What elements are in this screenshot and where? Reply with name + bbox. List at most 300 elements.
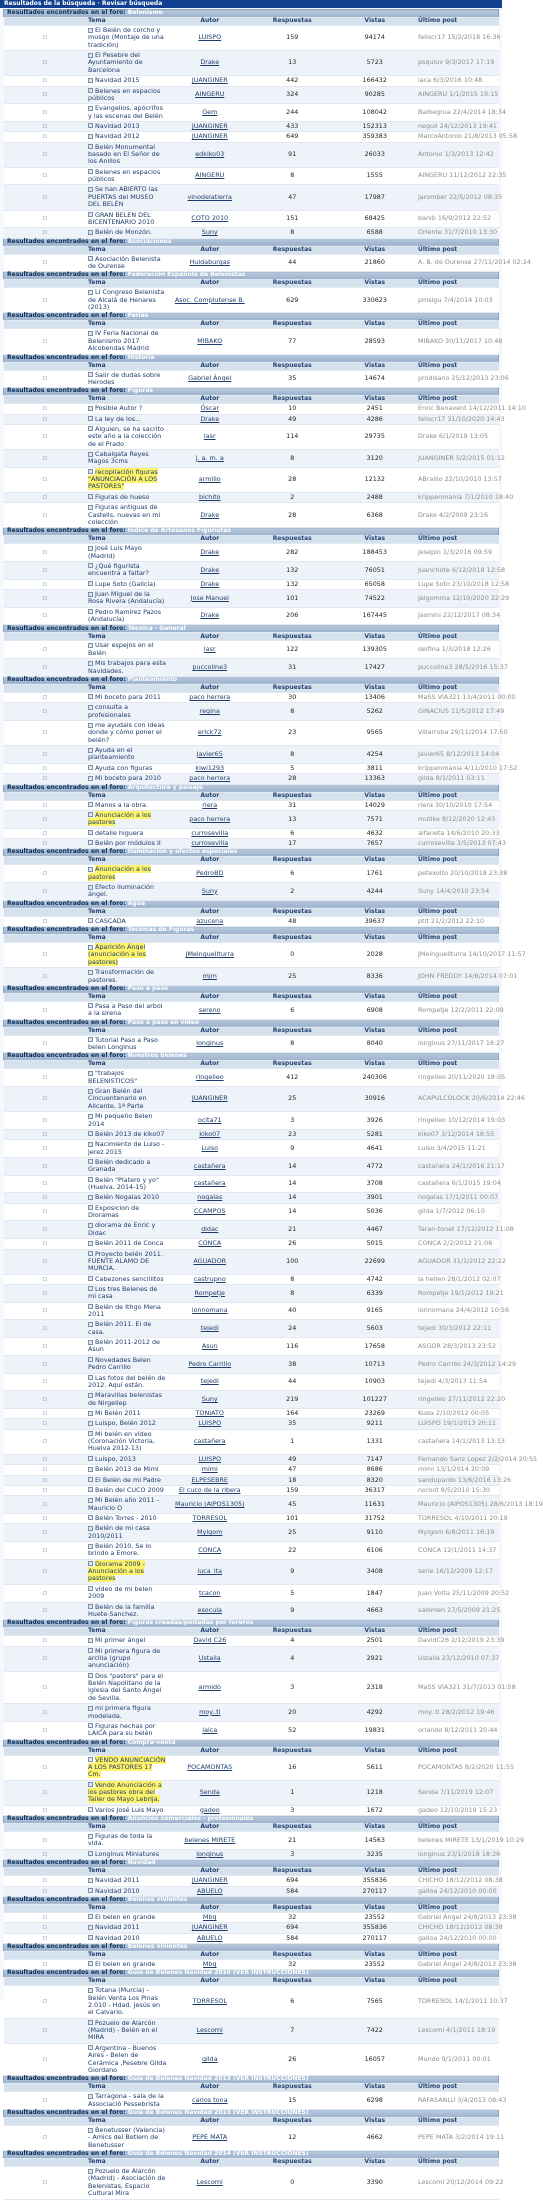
last-post-info[interactable]: delfina 1/3/2018 12:26	[418, 645, 491, 654]
author-link[interactable]: puccoline3	[192, 662, 228, 671]
author-link[interactable]: TORRESOL	[192, 1997, 227, 2006]
topic-title-link[interactable]: Ayuda en el planteamiento	[88, 746, 135, 762]
forum-name-link[interactable]: Historia	[127, 353, 155, 361]
author-link[interactable]: armillo	[198, 475, 221, 484]
topic-title-link[interactable]: Belén dedicado a Granada	[88, 1157, 151, 1174]
forum-name-link[interactable]: Belenismo	[127, 9, 163, 17]
forum-name-link[interactable]: Planteamiento	[127, 675, 178, 683]
topic-title-link[interactable]: Belén de Monzón.	[95, 228, 152, 237]
last-post-info[interactable]: moy..ti 28/2/2012 19:46	[418, 1707, 495, 1716]
forum-name-link[interactable]: Federación Española de Belenistas	[127, 271, 246, 279]
topic-title-link[interactable]: Belenes en espacios públicos	[88, 86, 161, 102]
last-post-info[interactable]: Suny 14/4/2010 23:54	[418, 886, 490, 895]
last-post-info[interactable]: AINGERU 11/12/2012 22:35	[418, 171, 507, 180]
author-link[interactable]: lasr	[203, 645, 216, 654]
last-post-info[interactable]: Kuda 2/10/2012 00:05	[418, 1409, 490, 1417]
topic-title-link[interactable]: Belén 2013 de kiko07	[95, 1129, 165, 1138]
topic-title-link[interactable]: VENDO ANUNCIACIÓN A LOS PASTORES 17 Cm.	[88, 1755, 166, 1779]
topic-title-link[interactable]: Belén 2011-2012 de Asun	[88, 1338, 160, 1354]
last-post-info[interactable]: pmsigu 7/4/2014 10:03	[418, 295, 493, 304]
author-link[interactable]: Pedro Carrillo	[188, 1359, 232, 1368]
author-link[interactable]: JUANGINER	[191, 1876, 228, 1885]
last-post-info[interactable]: serie 16/12/2009 12:17	[418, 1567, 493, 1576]
topic-title-link[interactable]: Novedades Belen Pedro Carrillo	[88, 1355, 151, 1372]
last-post-info[interactable]: POCAMONTAS 8/2/2020 11:55	[418, 1762, 515, 1771]
author-link[interactable]: Mauricio (AIPOS1305)	[174, 1499, 245, 1508]
topic-title-link[interactable]: Mi boceto para 2010	[95, 774, 161, 783]
topic-title-link[interactable]: Anunciación a los pastores	[88, 810, 151, 827]
topic-title-link[interactable]: Mi pequeño Belen 2014	[88, 1112, 153, 1128]
topic-title-link[interactable]: Navidad 2010	[95, 1886, 140, 1895]
last-post-info[interactable]: Oriente 31/7/2010 13:30	[418, 228, 498, 237]
topic-title-link[interactable]: Navidad 2013	[95, 121, 140, 130]
last-post-info[interactable]: krippenmania 4/11/2010 17:52	[418, 763, 518, 772]
last-post-info[interactable]: feliscr17 15/2/2018 16:36	[418, 33, 501, 42]
last-post-info[interactable]: castañera 14/1/2013 13:13	[418, 1437, 505, 1446]
topic-title-link[interactable]: Navidad 2012	[95, 132, 140, 141]
topic-title-link[interactable]: Anunciación a los pastores	[88, 865, 151, 881]
topic-title-link[interactable]: Los tres Belenes de mi casa	[88, 1284, 158, 1301]
topic-title-link[interactable]: Nacimiento de Luiso - Jerez 2015	[88, 1140, 165, 1156]
revise-search-link[interactable]: Revisar búsqueda	[101, 0, 163, 7]
author-link[interactable]: edkiko03	[195, 150, 225, 159]
topic-title-link[interactable]: LI Congreso Belenista de Alcalá de Henares (2013)	[88, 288, 165, 312]
author-link[interactable]: Óscar	[200, 404, 219, 413]
author-link[interactable]: sereno	[198, 1005, 221, 1014]
topic-title-link[interactable]: Benetusser (Valencia) - Amics del Betlem de Benetusser	[88, 2126, 165, 2149]
author-link[interactable]: tcacon	[199, 1588, 221, 1597]
last-post-info[interactable]: ACAPULCOLOCK 20/6/2014 22:46	[418, 1094, 525, 1103]
author-link[interactable]: Drake	[200, 565, 220, 574]
author-link[interactable]: castañera	[193, 1437, 226, 1446]
last-post-info[interactable]: Lescoml 20/12/2014 09:22	[418, 2178, 504, 2187]
topic-title-link[interactable]: Belenes en espacios públicos	[88, 167, 161, 184]
last-post-info[interactable]: prodisano 25/12/2013 23:06	[418, 374, 509, 383]
last-post-info[interactable]: Villarroba 29/11/2014 17:50	[418, 728, 508, 737]
last-post-info[interactable]: CONCA 12/1/2011 14:37	[418, 1545, 497, 1554]
author-link[interactable]: j. a. m. a	[195, 453, 224, 462]
topic-title-link[interactable]: Salir de dudas sobre Herodes	[88, 370, 161, 386]
topic-title-link[interactable]: Belén de la familia Huete-Sanchez.	[88, 1602, 155, 1618]
topic-title-link[interactable]: José Luis Mayo (Madrid)	[88, 544, 142, 560]
author-link[interactable]: El cuco de la ribera	[178, 1485, 241, 1494]
author-link[interactable]: Asoc. Complutense B.	[174, 295, 245, 304]
topic-title-link[interactable]: Belén del CUCO 2009	[95, 1485, 164, 1494]
forum-name-link[interactable]: Figuras creadas/pintadas por foreros	[127, 1619, 254, 1627]
forum-name-link[interactable]: Anuncios comerciales - profesionales	[127, 1815, 254, 1823]
topic-title-link[interactable]: consulta a profesionales	[88, 703, 131, 719]
topic-title-link[interactable]: mi primera figura modelada.	[88, 1704, 151, 1720]
forum-name-link[interactable]: Técnicas de Figuras	[127, 926, 195, 934]
last-post-info[interactable]: kiko07 3/12/2014 18:55	[418, 1129, 495, 1138]
last-post-info[interactable]: riera 30/10/2010 17:54	[418, 800, 493, 809]
author-link[interactable]: TORRESOL	[192, 1513, 227, 1522]
author-link[interactable]: JUANGINER	[191, 1094, 228, 1103]
author-link[interactable]: PedroBD	[196, 868, 224, 877]
last-post-info[interactable]: Lescoml 4/1/2011 18:19	[418, 2026, 496, 2035]
topic-title-link[interactable]: Lupe Soto (Galicia)	[95, 579, 156, 588]
author-link[interactable]: CONCA	[198, 1239, 222, 1248]
topic-title-link[interactable]: ¿Qué figurista encuentra a faltar?	[88, 561, 149, 578]
topic-title-link[interactable]: Pozuelo de Alarcón (Madrid) - Belén en el MIRA	[88, 2018, 158, 2042]
topic-title-link[interactable]: vídeo de mi belen 2009	[88, 1584, 153, 1601]
author-link[interactable]: ionnomana	[191, 1306, 228, 1315]
topic-title-link[interactable]: Luispo, Belén 2012	[95, 1419, 157, 1428]
last-post-info[interactable]: JMeinguellturra 14/10/2017 11:57	[418, 950, 526, 959]
last-post-info[interactable]: Fernando Sanz Lopez 2/2/2014 20:55	[418, 1454, 538, 1463]
author-link[interactable]: JUANGINER	[191, 76, 228, 85]
author-link[interactable]: Drake	[200, 510, 220, 519]
topic-title-link[interactable]: Longinus Miniatures	[95, 1849, 160, 1858]
last-post-info[interactable]: feliscr17 31/10/2020 14:43	[418, 414, 505, 423]
last-post-info[interactable]: TORRESOL 14/1/2011 10:37	[418, 1997, 508, 2006]
author-link[interactable]: castañera	[193, 1161, 226, 1170]
forum-name-link[interactable]: Ferias	[127, 312, 149, 320]
last-post-info[interactable]: CHICHO 18/12/2012 08:38	[418, 1876, 503, 1885]
author-link[interactable]: LUISPO	[198, 1454, 222, 1463]
last-post-info[interactable]: gilda 8/1/2011 03:11	[418, 774, 485, 783]
last-post-info[interactable]: sandupardo 13/6/2016 13:26	[418, 1475, 512, 1484]
last-post-info[interactable]: Mylgom 6/8/2011 16:19	[418, 1527, 495, 1536]
topic-title-link[interactable]: Figuras de toda la vida.	[88, 1832, 153, 1848]
last-post-info[interactable]: Taran-tonet 17/12/2012 11:08	[418, 1225, 514, 1234]
last-post-info[interactable]: longinus 27/11/2017 16:27	[418, 1039, 505, 1048]
author-link[interactable]: ELPESEBRE	[191, 1475, 228, 1484]
topic-title-link[interactable]: Maravillas belenistas de Nirgellep	[88, 1391, 162, 1407]
forum-name-link[interactable]: Belenes vivientes	[127, 1943, 188, 1951]
last-post-info[interactable]: gilda 1/7/2012 06:10	[418, 1207, 485, 1216]
author-link[interactable]: currosevilla	[191, 838, 229, 847]
last-post-info[interactable]: petexoito 20/10/2018 23:38	[418, 868, 508, 877]
last-post-info[interactable]: A. B. de Ourense 27/11/2014 02:24	[418, 258, 531, 267]
topic-title-link[interactable]: Aparición Ángel (anunciación a los pastores)	[88, 943, 147, 966]
author-link[interactable]: regina	[199, 706, 220, 715]
author-link[interactable]: POCAMONTAS	[187, 1762, 233, 1771]
forum-name-link[interactable]: Figuras	[127, 387, 154, 395]
topic-title-link[interactable]: Las fotos del belén de 2012. Aquí están.	[88, 1373, 166, 1389]
last-post-info[interactable]: banib 16/9/2012 22:52	[418, 214, 492, 223]
author-link[interactable]: bichito	[198, 492, 221, 501]
author-link[interactable]: Drake	[200, 611, 220, 620]
topic-title-link[interactable]: Belén 2011. El de casa.	[88, 1320, 152, 1336]
topic-title-link[interactable]: Pozuelo de Alarcón (Madrid) - Asociación de Belenistas, Espacio Cultural Mira	[88, 2167, 166, 2198]
topic-title-link[interactable]: El Pesebre del Ayuntamiento de Barcelona	[88, 51, 143, 74]
author-link[interactable]: paco herrera	[189, 774, 231, 783]
author-link[interactable]: Drake	[200, 58, 220, 67]
forum-name-link[interactable]: Arquitectura y paisaje	[127, 783, 203, 791]
author-link[interactable]: Gabriel Ángel	[188, 374, 232, 383]
forum-name-link[interactable]: Nuestros belenes	[127, 1052, 187, 1060]
author-link[interactable]: Suny	[201, 1394, 218, 1403]
last-post-info[interactable]: MaSS VIA321 13/4/2011 00:00	[418, 692, 516, 701]
author-link[interactable]: castrupno	[193, 1274, 226, 1283]
topic-title-link[interactable]: Belén de mi casa 2010/2011	[88, 1524, 150, 1540]
last-post-info[interactable]: ringelleo 10/12/2014 19:03	[418, 1115, 506, 1124]
last-post-info[interactable]: ASGOR 28/3/2013 23:52	[418, 1341, 497, 1350]
topic-title-link[interactable]: Pasa a Paso del arbol a la sirena	[88, 1001, 163, 1018]
author-link[interactable]: carlos tona	[192, 2095, 228, 2104]
author-link[interactable]: vinodelatierra	[187, 192, 232, 201]
topic-title-link[interactable]: GRAN BELEN DEL BICENTENARIO 2010	[88, 210, 155, 226]
author-link[interactable]: paco herrera	[189, 814, 231, 823]
topic-title-link[interactable]: El belen en grande	[95, 1959, 156, 1968]
author-link[interactable]: CONCA	[198, 1545, 222, 1554]
topic-title-link[interactable]: Belén 2011 de Conca	[95, 1239, 164, 1248]
last-post-info[interactable]: longinus 23/1/2018 18:26	[418, 1849, 501, 1858]
author-link[interactable]: ocita71	[197, 1115, 222, 1124]
topic-title-link[interactable]: Juan Miguel de la Rosa Rivera (Andalucía)	[88, 590, 165, 606]
forum-name-link[interactable]: Navidad	[127, 1859, 156, 1867]
topic-title-link[interactable]: Vendo Anunciación a los pastores obra del Taller de Mayo Lebrija.	[88, 1780, 162, 1804]
topic-title-link[interactable]: Mi boceto para 2011	[95, 692, 161, 701]
author-link[interactable]: Suny	[201, 228, 218, 237]
last-post-info[interactable]: Drake 6/1/2019 13:05	[418, 432, 489, 441]
forum-name-link[interactable]: Paso a paso en video	[127, 1018, 199, 1026]
author-link[interactable]: erick72	[197, 728, 222, 737]
last-post-info[interactable]: Luiso 3/4/2015 11:21	[418, 1143, 486, 1152]
topic-title-link[interactable]: me ayudais con ideas donde y cómo poner el belén?	[88, 721, 165, 744]
author-link[interactable]: LUISPO	[198, 33, 222, 42]
last-post-info[interactable]: PEPE MATA 3/2/2014 19:11	[418, 2133, 505, 2142]
topic-title-link[interactable]: Mi Belén 2011	[95, 1409, 141, 1417]
author-link[interactable]: nogalas	[197, 1193, 223, 1202]
author-link[interactable]: Rompetje	[194, 1288, 225, 1297]
author-link[interactable]: mimi	[201, 1465, 218, 1474]
topic-title-link[interactable]: Navidad 2011	[95, 1876, 140, 1885]
author-link[interactable]: ABUELO	[196, 1886, 223, 1895]
topic-title-link[interactable]: Asociación Belenista de Ourense	[88, 254, 161, 270]
last-post-info[interactable]: alfaneta 14/6/2010 20:33	[418, 828, 500, 837]
last-post-info[interactable]: MarcoAntonio 21/8/2013 05:58	[418, 132, 518, 141]
author-link[interactable]: PEPE MATA	[192, 2133, 228, 2142]
last-post-info[interactable]: currosevilla 3/5/2013 07:43	[418, 838, 506, 847]
author-link[interactable]: castañera	[193, 1179, 226, 1188]
topic-title-link[interactable]: Posible Autor ?	[95, 404, 143, 413]
author-link[interactable]: ringelleo	[195, 1073, 224, 1082]
topic-title-link[interactable]: Belén 2013 de Mimi	[95, 1465, 159, 1474]
topic-title-link[interactable]: IV Feria Nacional de Belenismo 2017 Alcobendas Madrid	[88, 329, 159, 353]
last-post-info[interactable]: MIBAKO 30/11/2017 10:48	[418, 336, 503, 345]
last-post-info[interactable]: krippenmania 7/1/2010 18:40	[418, 492, 514, 501]
author-link[interactable]: TONIATO	[195, 1409, 224, 1417]
forum-name-link[interactable]: Paso a paso	[127, 984, 169, 992]
topic-title-link[interactable]: El Belén de mi Padre	[95, 1475, 161, 1484]
last-post-info[interactable]: tejedi 30/3/2012 22:11	[418, 1324, 492, 1333]
author-link[interactable]: kiko07	[199, 1129, 221, 1138]
last-post-info[interactable]: belenes MIRETE 13/1/2019 10:29	[418, 1835, 525, 1844]
last-post-info[interactable]: psquiuv 9/3/2017 17:19	[418, 58, 495, 67]
author-link[interactable]: JUANGINER	[191, 1923, 228, 1932]
author-link[interactable]: esocula	[197, 1606, 222, 1615]
topic-title-link[interactable]: recopilación figuras "ANUNCIACIÓN A LOS PASTORES"	[88, 467, 158, 491]
topic-title-link[interactable]: Ayuda con figuras	[95, 763, 153, 772]
last-post-info[interactable]: CONCA 2/2/2012 21:06	[418, 1239, 493, 1248]
topic-title-link[interactable]: Usar espejos en el Belén	[88, 641, 154, 657]
forum-name-link[interactable]: Compra-venta	[127, 1738, 176, 1746]
author-link[interactable]: Lescoml	[196, 2026, 223, 2035]
author-link[interactable]: tejedi	[200, 1324, 219, 1333]
last-post-info[interactable]: Gabriel Ángel 24/8/2013 23:38	[418, 1959, 517, 1968]
last-post-info[interactable]: neguil 24/12/2013 19:41	[418, 121, 497, 130]
forum-name-link[interactable]: Iluminación y efectos especiales	[127, 848, 238, 856]
author-link[interactable]: Ustaila	[198, 1653, 221, 1662]
topic-title-link[interactable]: Mi primera figura de arcilla (grupo anunciación)	[88, 1646, 161, 1670]
forum-name-link[interactable]: Guía de Belenes Navidad 2010 (VER INSTRUCCIONES)	[127, 1969, 309, 1977]
author-link[interactable]: LUISPO	[198, 1419, 222, 1428]
last-post-info[interactable]: Drake 4/2/2009 23:16	[418, 510, 489, 519]
topic-title-link[interactable]: Cabalgata Reyes Magos 3cms	[88, 450, 149, 466]
author-link[interactable]: ABUELO	[196, 1933, 223, 1942]
topic-title-link[interactable]: Tutorial Paso a Paso belen Longinus	[88, 1035, 158, 1051]
last-post-info[interactable]: MaSS VIA321 31/7/2013 01:58	[418, 1682, 516, 1691]
author-link[interactable]: didac	[201, 1225, 219, 1234]
topic-title-link[interactable]: Mis trabajos para esta Navidades.	[88, 659, 166, 675]
last-post-info[interactable]: ionnomana 24/4/2012 10:56	[418, 1306, 510, 1315]
topic-title-link[interactable]: Figuras hechas por LAICA para su belén	[88, 1721, 156, 1738]
last-post-info[interactable]: Pedro Carrillo 24/3/2012 14:29	[418, 1359, 517, 1368]
last-post-info[interactable]: salomen 27/5/2009 21:25	[418, 1606, 501, 1615]
author-link[interactable]: JUANGINER	[191, 132, 228, 141]
author-link[interactable]: moy..ti	[199, 1707, 221, 1716]
topic-title-link[interactable]: Belén Monumental basado en El Señor de los Anillos	[88, 142, 160, 166]
last-post-info[interactable]: tejedi 4/3/2013 11:54	[418, 1377, 488, 1386]
topic-title-link[interactable]: Belén "Platero y yo" (Huelva, 2014-15)	[88, 1175, 159, 1192]
topic-title-link[interactable]: La ley de los...	[95, 414, 142, 423]
last-post-info[interactable]: Rompetje 19/1/2012 19:21	[418, 1288, 504, 1297]
last-post-info[interactable]: mutike 8/12/2020 12:43	[418, 814, 496, 823]
last-post-info[interactable]: Gabriel Ángel 24/8/2013 23:38	[418, 1912, 517, 1921]
author-link[interactable]: currosevilla	[191, 828, 229, 837]
forum-name-link[interactable]: Guía de Belenes Navidad 2013 (VER INSTRUCCIONES)	[127, 2075, 309, 2083]
author-link[interactable]: riera	[202, 800, 218, 809]
author-link[interactable]: kiwi1293	[195, 763, 225, 772]
last-post-info[interactable]: Senda 7/11/2019 12:07	[418, 1788, 494, 1797]
last-post-info[interactable]: orlando 8/12/2011 20:44	[418, 1725, 498, 1734]
last-post-info[interactable]: Rompetje 12/2/2011 22:09	[418, 1005, 504, 1014]
topic-title-link[interactable]: CASCADA	[95, 916, 126, 925]
author-link[interactable]: AINGERU	[195, 171, 225, 180]
topic-title-link[interactable]: diorama de Enric y Didac	[88, 1221, 156, 1237]
topic-title-link[interactable]: Navidad 2015	[95, 76, 140, 85]
last-post-info[interactable]: jasmini 22/12/2017 08:34	[418, 611, 501, 620]
author-link[interactable]: David C26	[193, 1636, 227, 1645]
author-link[interactable]: Huidaburgas	[189, 258, 231, 267]
forum-name-link[interactable]: Asociaciones	[127, 237, 172, 245]
last-post-info[interactable]: noroot 8/5/2010 15:30	[418, 1485, 490, 1494]
topic-title-link[interactable]: Dos "pastors" para el Belén Napolitano de la Iglesia del Santo Ángel de Sevilla.	[88, 1671, 164, 1702]
author-link[interactable]: JMeinguellturra	[185, 950, 234, 959]
last-post-info[interactable]: RAFASANLU 3/4/2013 08:43	[418, 2095, 507, 2104]
author-link[interactable]: gilda	[201, 2054, 218, 2063]
topic-title-link[interactable]: Pedro Ramírez Pazos (Andalucía)	[88, 607, 162, 624]
last-post-info[interactable]: ABraillo 22/10/2010 13:57	[418, 475, 502, 484]
author-link[interactable]: Suny	[201, 886, 218, 895]
author-link[interactable]: AINGERU	[195, 90, 225, 99]
topic-title-link[interactable]: Belén de Ithgo Mena 2011	[88, 1302, 161, 1319]
author-link[interactable]: longinus	[196, 1039, 224, 1048]
last-post-info[interactable]: LUISPO 19/1/2013 20:11	[418, 1419, 496, 1428]
topic-title-link[interactable]: Exposicion de Dioramas	[88, 1203, 140, 1220]
last-post-info[interactable]: Lupe Soto 23/10/2018 12:58	[418, 579, 510, 588]
last-post-info[interactable]: Enric Benavent 14/12/2011 14:10	[418, 404, 526, 413]
author-link[interactable]: JUANGINER	[191, 121, 228, 130]
topic-title-link[interactable]: Belén Nogalas 2010	[95, 1193, 160, 1202]
author-link[interactable]: laica	[202, 1725, 218, 1734]
topic-title-link[interactable]: Transformación de pastores.	[88, 968, 154, 984]
last-post-info[interactable]: CHICHO 18/12/2012 08:38	[418, 1923, 503, 1932]
topic-title-link[interactable]: Se han ABIERTO las PUERTAS del MUSEO DEL BELÉN	[88, 185, 158, 209]
author-link[interactable]: Mbg	[202, 1959, 217, 1968]
topic-title-link[interactable]: Diorama 2009 - Anunciación a los pastores	[88, 1559, 145, 1583]
author-link[interactable]: Drake	[200, 579, 220, 588]
author-link[interactable]: Asun	[201, 1341, 218, 1350]
author-link[interactable]: Lescoml	[196, 2178, 223, 2187]
forum-name-link[interactable]: Guía de Belenes Navidad 2013 (VER INSTRUCCIONES)	[127, 2109, 309, 2117]
topic-title-link[interactable]: Belén por módulos II	[95, 838, 161, 847]
topic-title-link[interactable]: Varios José Luis Mayo	[95, 1805, 164, 1814]
topic-title-link[interactable]: Proyecto belén 2011. FUENTE ALAMO DE MURCIA.	[88, 1249, 163, 1273]
topic-title-link[interactable]: "trabajos BELENISTICOS"	[88, 1069, 138, 1085]
topic-title-link[interactable]: Cabezones sencillitos	[95, 1274, 164, 1283]
topic-title-link[interactable]: Manos a la obra.	[95, 800, 148, 809]
author-link[interactable]: Mbg	[202, 1912, 217, 1921]
last-post-info[interactable]: jesepin 1/3/2016 09:59	[418, 547, 493, 556]
topic-title-link[interactable]: Mi Belén año 2011 - Mauricio O	[88, 1496, 159, 1512]
last-post-info[interactable]: ringelleo 27/11/2012 22:20	[418, 1394, 506, 1403]
last-post-info[interactable]: DavidC26 2/12/2019 23:39	[418, 1636, 505, 1645]
topic-title-link[interactable]: Gran Belén del Cincuentenario en Alicante, 1ª Parte	[88, 1087, 147, 1110]
author-link[interactable]: azucena	[196, 916, 224, 925]
author-link[interactable]: armido	[198, 1682, 221, 1691]
author-link[interactable]: lasr	[203, 432, 216, 441]
forum-name-link[interactable]: Técnica - General	[127, 624, 186, 632]
last-post-info[interactable]: ptit 21/2/2012 22:10	[418, 916, 485, 925]
last-post-info[interactable]: Antonio 1/3/2013 12:42	[418, 150, 494, 159]
author-link[interactable]: Javier65	[196, 749, 223, 758]
topic-title-link[interactable]: Tarragona - sala de la Associació Pessebrista	[88, 2092, 164, 2108]
author-link[interactable]: Mylgom	[197, 1527, 223, 1536]
forum-name-link[interactable]: Índice de Artesanos Figuristas	[127, 527, 231, 535]
author-link[interactable]: mjm	[202, 971, 217, 980]
last-post-info[interactable]: nogalas 17/1/2011 00:07	[418, 1193, 499, 1202]
last-post-info[interactable]: castañera 6/1/2015 19:04	[418, 1179, 501, 1188]
topic-title-link[interactable]: El belen en grande	[95, 1912, 156, 1921]
author-link[interactable]: longinus	[196, 1849, 224, 1858]
last-post-info[interactable]: Jelgomma 12/10/2020 22:29	[418, 593, 510, 602]
last-post-info[interactable]: AINGERU 1/1/2015 19:15	[418, 90, 499, 99]
author-link[interactable]: Gem	[202, 107, 218, 116]
last-post-info[interactable]: laca 6/3/2016 10:48	[418, 76, 483, 85]
author-link[interactable]: Drake	[200, 414, 220, 423]
last-post-info[interactable]: galloa 24/12/2010 00:00	[418, 1933, 497, 1942]
author-link[interactable]: AGUADOR	[193, 1256, 227, 1265]
last-post-info[interactable]: AGUADOR 31/1/2012 22:22	[418, 1256, 506, 1265]
topic-title-link[interactable]: El Belén de corcho y musgo (Montaje de una tradición)	[88, 26, 164, 49]
author-link[interactable]: Senda	[199, 1788, 220, 1797]
last-post-info[interactable]: Balbegrua 22/4/2014 18:34	[418, 107, 506, 116]
author-link[interactable]: COTO 2010	[191, 214, 229, 223]
last-post-info[interactable]: jaromber 22/5/2012 08:35	[418, 192, 503, 201]
last-post-info[interactable]: galloa 24/12/2010 00:00	[418, 1886, 497, 1895]
forum-name-link[interactable]: Guía de Belenes Navidad 2014 (VER INSTRUCCIONES)	[127, 2150, 309, 2158]
last-post-info[interactable]: puccoline3 28/5/2016 15:37	[418, 662, 508, 671]
last-post-info[interactable]: Juan Volta 25/11/2009 20:52	[418, 1588, 510, 1597]
author-link[interactable]: Drake	[200, 547, 220, 556]
last-post-info[interactable]: ringelleo 20/11/2020 18:05	[418, 1073, 506, 1082]
author-link[interactable]: CCAMPOS	[193, 1207, 226, 1216]
author-link[interactable]: luca_ita	[197, 1567, 223, 1576]
topic-title-link[interactable]: Belén Torres - 2010	[95, 1513, 157, 1522]
